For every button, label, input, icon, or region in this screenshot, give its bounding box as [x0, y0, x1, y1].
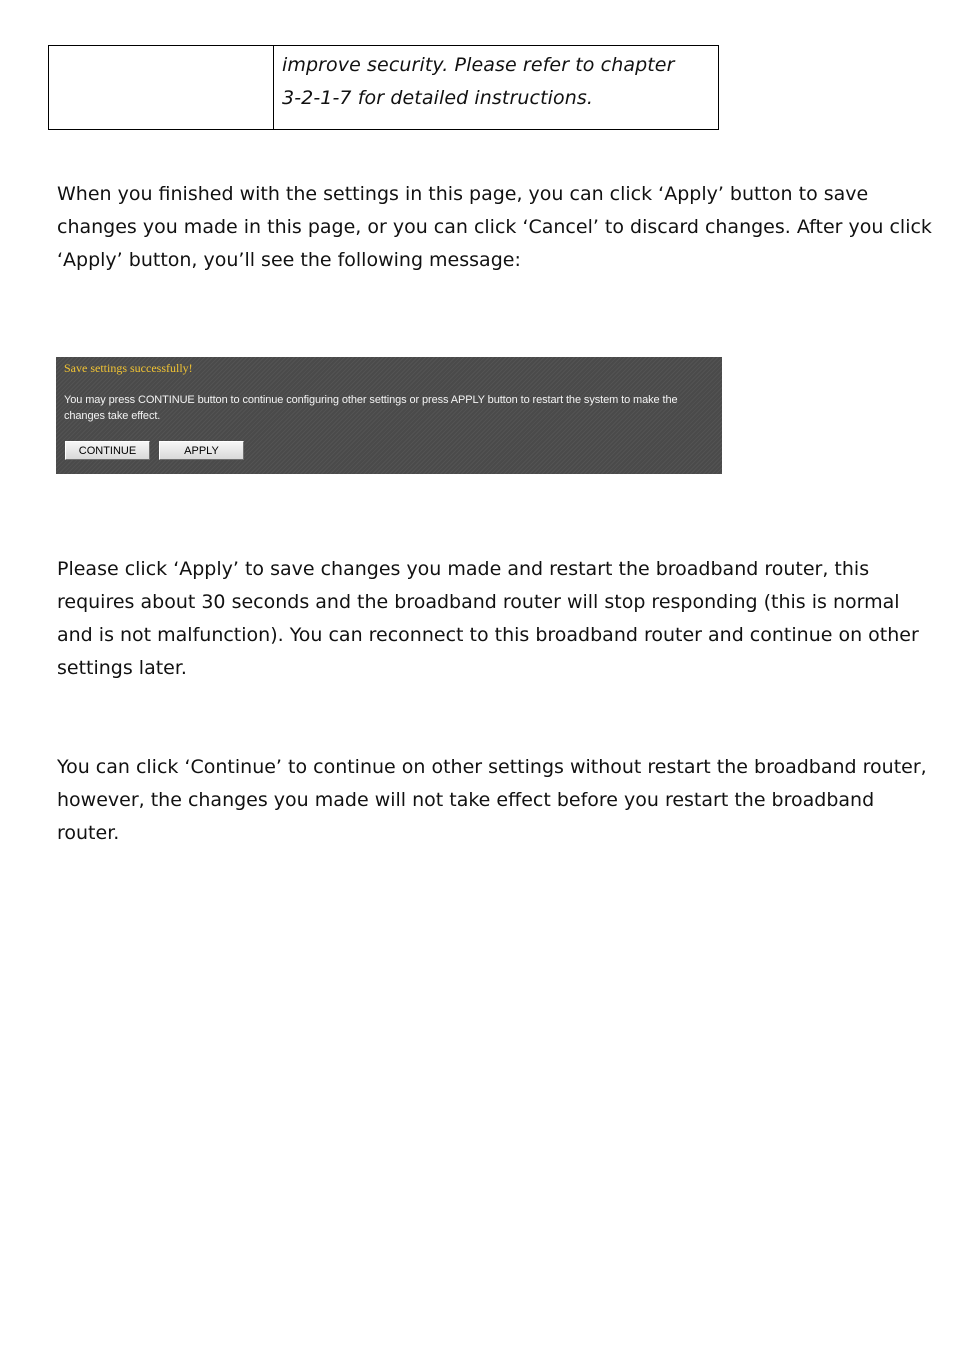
paragraph-line: changes you made in this page, or you can click ‘Cancel’ to discard changes. After you click — [57, 216, 932, 238]
instruction-table-fragment — [48, 45, 719, 130]
paragraph-continue — [57, 751, 927, 850]
paragraph-apply-restart — [57, 553, 919, 685]
paragraph-line: When you finished with the settings in this page, you can click ‘Apply’ button to save — [57, 183, 869, 205]
continue-button[interactable]: CONTINUE — [65, 441, 150, 460]
paragraph-line: settings later. — [57, 657, 187, 679]
table-cell-description — [274, 46, 718, 129]
paragraph-line: router. — [57, 822, 120, 844]
apply-button[interactable]: APPLY — [159, 441, 244, 460]
paragraph-line: You can click ‘Continue’ to continue on other settings without restart the broadband router, — [57, 756, 927, 778]
message-line: You may press CONTINUE button to continue configuring other settings or press APPLY button to restart the system to make the — [64, 394, 678, 406]
table-cell-line: improve security. Please refer to chapter — [282, 54, 675, 76]
table-cell-empty — [49, 46, 274, 129]
paragraph-line: ‘Apply’ button, you’ll see the following message: — [57, 249, 521, 271]
save-success-title: Save settings successfully! — [64, 361, 193, 375]
paragraph-line: Please click ‘Apply’ to save changes you made and restart the broadband router, this — [57, 558, 870, 580]
table-cell-line: 3-2-1-7 for detailed instructions. — [282, 87, 594, 109]
paragraph-line: however, the changes you made will not take effect before you restart the broadband — [57, 789, 875, 811]
message-line: changes take effect. — [64, 410, 161, 422]
save-success-message — [64, 392, 719, 424]
paragraph-apply-cancel — [57, 178, 932, 277]
paragraph-line: and is not malfunction). You can reconnect to this broadband router and continue on other — [57, 624, 919, 646]
paragraph-line: requires about 30 seconds and the broadband router will stop responding (this is normal — [57, 591, 900, 613]
save-settings-message-screenshot — [56, 357, 722, 474]
